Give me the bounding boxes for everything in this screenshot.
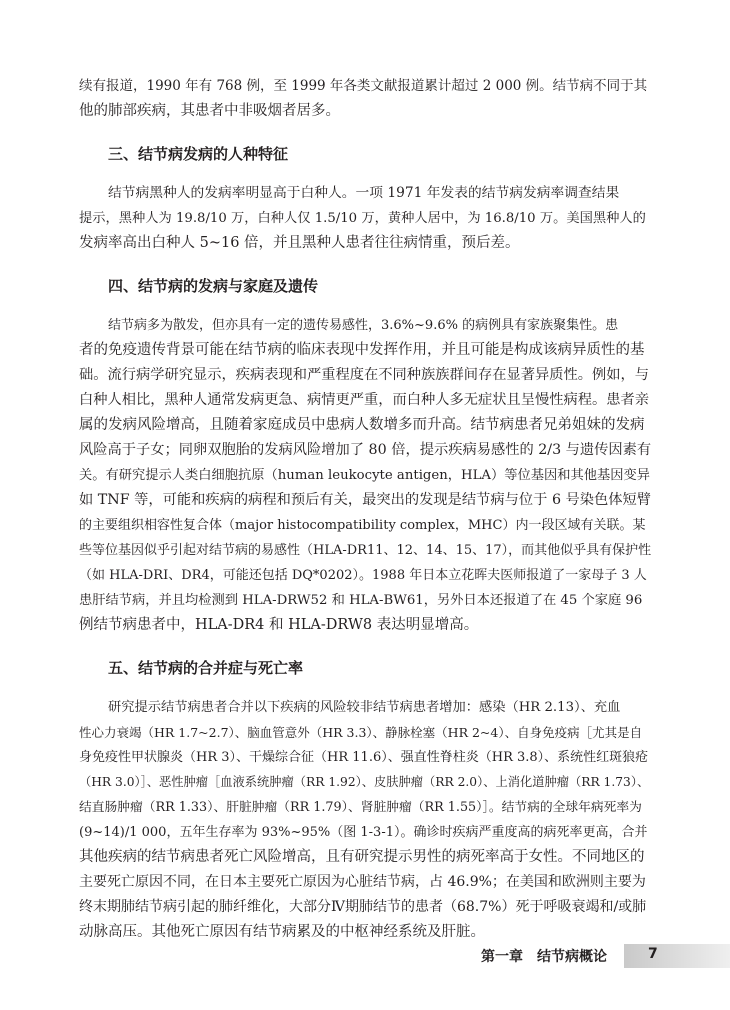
text-line: 关。有研究提示人类白细胞抗原（human leukocyte antigen，HLA）等位基因和其他基因变异 bbox=[79, 468, 650, 483]
text-line: 如 TNF 等，可能和疾病的病程和预后有关，最突出的发现是结节病与位于 6 号染色体短臂 bbox=[79, 492, 652, 508]
section-3-paragraph bbox=[79, 181, 651, 256]
text-line: 结节病多为散发，但亦具有一定的遗传易感性，3.6%~9.6% 的病例具有家族聚集性。患 bbox=[108, 318, 619, 333]
text-line: 础。流行病学研究显示，疾病表现和严重程度在不同种族族群间存在显著异质性。例如，与 bbox=[79, 367, 650, 383]
text-line: （如 HLA-DRI、DR4，可能还包括 DQ*0202）。1988 年日本立花晖夫医师报道了一家母子 3 人 bbox=[79, 568, 647, 583]
text-line: 白种人相比，黑种人通常发病更急、病情更严重，而白种人多无症状且呈慢性病程。患者亲 bbox=[79, 392, 650, 408]
text-line: 患肝结节病，并且均检测到 HLA-DRW52 和 HLA-BW61，另外日本还报道了在 45 个家庭 96 bbox=[79, 593, 643, 608]
text-line: 提示，黑种人为 19.8/10 万，白种人仅 1.5/10 万，黄种人居中，为 16.8/10 万。美国黑种人的 bbox=[79, 211, 646, 226]
text-line: 终末期肺结节病引起的肺纤维化，大部分Ⅳ期肺结节的患者（68.7%）死于呼吸衰竭和/或肺 bbox=[79, 899, 647, 915]
text-line: 身免疫性甲状腺炎（HR 3）、干燥综合征（HR 11.6）、强直性脊柱炎（HR 3.8）、系统性红斑狼疮 bbox=[79, 750, 649, 765]
text-line: 发病率高出白种人 5~16 倍，并且黑种人患者往往病情重，预后差。 bbox=[79, 235, 520, 251]
text-line: 结直肠肿瘤（RR 1.33）、肝脏肿瘤（RR 1.79）、肾脏肿瘤（RR 1.55）］。结节病的全球年病死率为 bbox=[79, 800, 642, 815]
section-heading-4: 四、结节病的发病与家庭及遗传 bbox=[108, 277, 319, 295]
section-heading-3: 三、结节病发病的人种特征 bbox=[108, 145, 289, 163]
text-line: 动脉高压。其他死亡原因有结节病累及的中枢神经系统及肝脏。 bbox=[79, 924, 485, 940]
text-line: 些等位基因似乎引起对结节病的易感性（HLA-DR11、12、14、15、17），而其他似乎具有保护性 bbox=[79, 543, 652, 558]
page-number: 7 bbox=[648, 946, 658, 962]
text-line: 他的肺部疾病，其患者中非吸烟者居多。 bbox=[79, 103, 340, 119]
text-line: 例结节病患者中，HLA-DR4 和 HLA-DRW8 表达明显增高。 bbox=[79, 617, 479, 633]
text-line: 属的发病风险增高，且随着家庭成员中患病人数增多而升高。结节病患者兄弟姐妹的发病 bbox=[79, 417, 645, 433]
text-line: 续有报道，1990 年有 768 例，至 1999 年各类文献报道累计超过 2 000 例。结节病不同于其 bbox=[79, 78, 648, 94]
section-5-paragraph bbox=[79, 695, 651, 945]
page-footer bbox=[0, 944, 730, 970]
text-line: 风险高于子女；同卵双胞胎的发病风险增加了 80 倍，提示疾病易感性的 2/3 与遗传因素有 bbox=[79, 442, 652, 458]
text-line: 者的免疫遗传背景可能在结节病的临床表现中发挥作用，并且可能是构成该病异质性的基 bbox=[79, 342, 645, 358]
text-line: 结节病黑种人的发病率明显高于白种人。一项 1971 年发表的结节病发病率调查结果 bbox=[108, 185, 620, 201]
section-4-paragraph bbox=[79, 313, 651, 638]
intro-paragraph bbox=[79, 74, 651, 124]
text-line: （HR 3.0）］、恶性肿瘤［血液系统肿瘤（RR 1.92）、皮肤肿瘤（RR 2.0）、上消化道肿瘤（RR 1.73）、 bbox=[79, 775, 650, 789]
text-line: 的主要组织相容性复合体（major histocompatibility complex，MHC）内一段区域有关联。某 bbox=[79, 518, 646, 533]
page-body bbox=[79, 74, 651, 945]
text-line: 主要死亡原因不同，在日本主要死亡原因为心脏结节病，占 46.9%；在美国和欧洲则主要为 bbox=[79, 874, 646, 890]
text-line: 性心力衰竭（HR 1.7~2.7）、脑血管意外（HR 3.3）、静脉栓塞（HR 2~4）、自身免疫病［尤其是自 bbox=[79, 725, 643, 740]
section-heading-5: 五、结节病的合并症与死亡率 bbox=[108, 659, 304, 677]
text-line: 其他疾病的结节病患者死亡风险增高，且有研究提示男性的病死率高于女性。不同地区的 bbox=[79, 849, 645, 865]
chapter-title: 第一章 结节病概论 bbox=[481, 949, 607, 965]
text-line: 研究提示结节病患者合并以下疾病的风险较非结节病患者增加：感染（HR 2.13）、充血 bbox=[108, 700, 621, 715]
page-number-tab bbox=[624, 944, 730, 968]
text-line: (9~14)/1 000，五年生存率为 93%~95%（图 1-3-1）。确诊时疾病严重度高的病死率更高，合并 bbox=[79, 825, 648, 840]
